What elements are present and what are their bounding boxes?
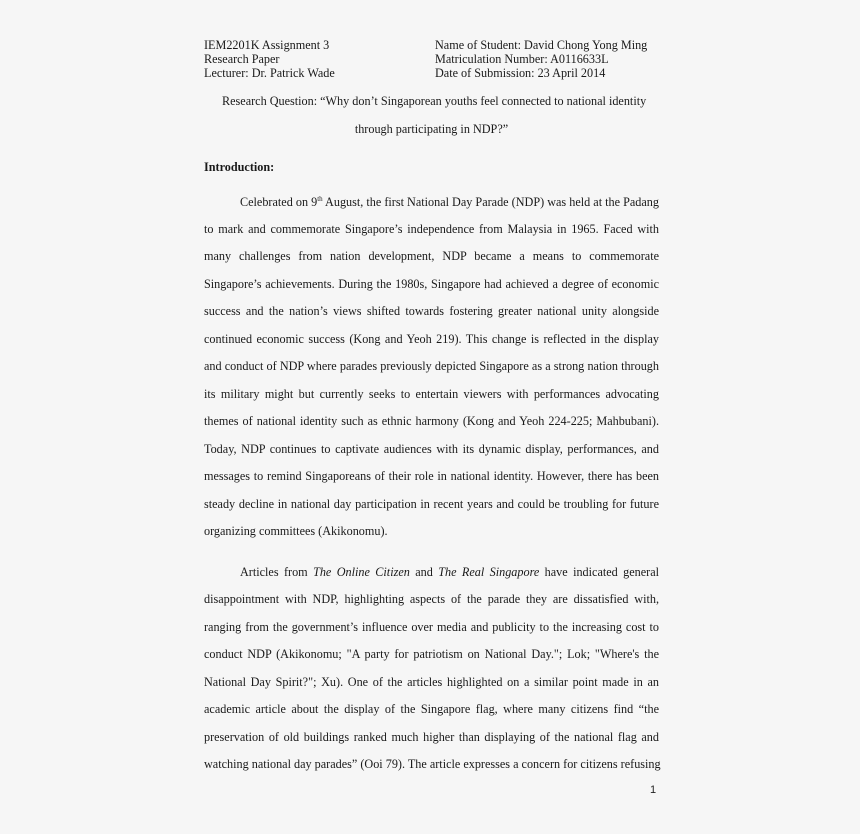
matriculation-number: Matriculation Number: A0116633L bbox=[435, 52, 609, 66]
student-name: Name of Student: David Chong Yong Ming bbox=[435, 38, 648, 52]
paragraph-line: Today, NDP continues to captivate audiences with its dynamic display, performances, and bbox=[204, 442, 659, 456]
paragraph-line: organizing committees (Akikonomu). bbox=[204, 524, 388, 538]
paragraph-line: many challenges from nation development, NDP became a means to commemorate bbox=[204, 249, 659, 263]
text-run: August, the first National Day Parade (NDP) was held at the Padang bbox=[322, 195, 659, 209]
paragraph-line bbox=[204, 565, 659, 581]
paragraph-line: Singapore’s achievements. During the 1980s, Singapore had achieved a degree of economic bbox=[204, 277, 659, 291]
superscript: th bbox=[317, 195, 323, 203]
research-question-line-1: Research Question: “Why don’t Singaporean youths feel connected to national identity bbox=[222, 94, 647, 108]
submission-date: Date of Submission: 23 April 2014 bbox=[435, 66, 606, 80]
publication-title: The Online Citizen bbox=[313, 565, 410, 579]
section-heading-introduction: Introduction: bbox=[204, 160, 275, 174]
paragraph-line: messages to remind Singaporeans of their role in national identity. However, there has been bbox=[204, 469, 659, 483]
research-question-line-2: through participating in NDP?” bbox=[354, 122, 509, 136]
paragraph-line: ranging from the government’s influence over media and publicity to the increasing cost to bbox=[204, 620, 659, 634]
paragraph-line: steady decline in national day participation in recent years and could be troubling for future bbox=[204, 497, 659, 511]
course-code: IEM2201K Assignment 3 bbox=[204, 38, 330, 52]
text-run: and bbox=[409, 565, 439, 579]
document-header bbox=[204, 38, 664, 80]
header-row bbox=[204, 38, 664, 52]
paragraph-line: watching national day parades” (Ooi 79). The article expresses a concern for citizens refusing bbox=[204, 757, 661, 771]
text-run: Celebrated on 9 bbox=[240, 195, 318, 209]
paragraph-line: academic article about the display of the Singapore flag, where many citizens find “the bbox=[204, 702, 659, 716]
paragraph-line: National Day Spirit?"; Xu). One of the articles highlighted on a similar point made in an bbox=[204, 675, 659, 689]
paragraph-line: preservation of old buildings ranked much higher than displaying of the national flag and bbox=[204, 730, 659, 744]
paragraph-line: and conduct of NDP where parades previously depicted Singapore as a strong nation through bbox=[204, 359, 659, 373]
page-number: 1 bbox=[650, 784, 657, 796]
header-row bbox=[204, 52, 664, 66]
paragraph-line: its military might but currently seeks to entertain viewers with performances advocating bbox=[204, 387, 659, 401]
paragraph-line: success and the nation’s views shifted towards fostering greater national unity alongside bbox=[204, 304, 659, 318]
paragraph-line: themes of national identity such as ethnic harmony (Kong and Yeoh 224-225; Mahbubani). bbox=[204, 414, 659, 428]
text-run: Articles from bbox=[240, 565, 314, 579]
paragraph-line bbox=[204, 195, 659, 211]
paragraph-line: continued economic success (Kong and Yeoh 219). This change is reflected in the display bbox=[204, 332, 659, 346]
paragraph-line: to mark and commemorate Singapore’s independence from Malaysia in 1965. Faced with bbox=[204, 222, 659, 236]
paragraph-line: disappointment with NDP, highlighting aspects of the parade they are dissatisfied with, bbox=[204, 592, 659, 606]
header-row bbox=[204, 66, 664, 80]
lecturer: Lecturer: Dr. Patrick Wade bbox=[204, 66, 335, 80]
paragraph-line: conduct NDP (Akikonomu; "A party for patriotism on National Day."; Lok; "Where's the bbox=[204, 647, 659, 661]
text-run: have indicated general bbox=[539, 565, 659, 579]
paper-type: Research Paper bbox=[204, 52, 280, 66]
publication-title: The Real Singapore bbox=[438, 565, 540, 579]
